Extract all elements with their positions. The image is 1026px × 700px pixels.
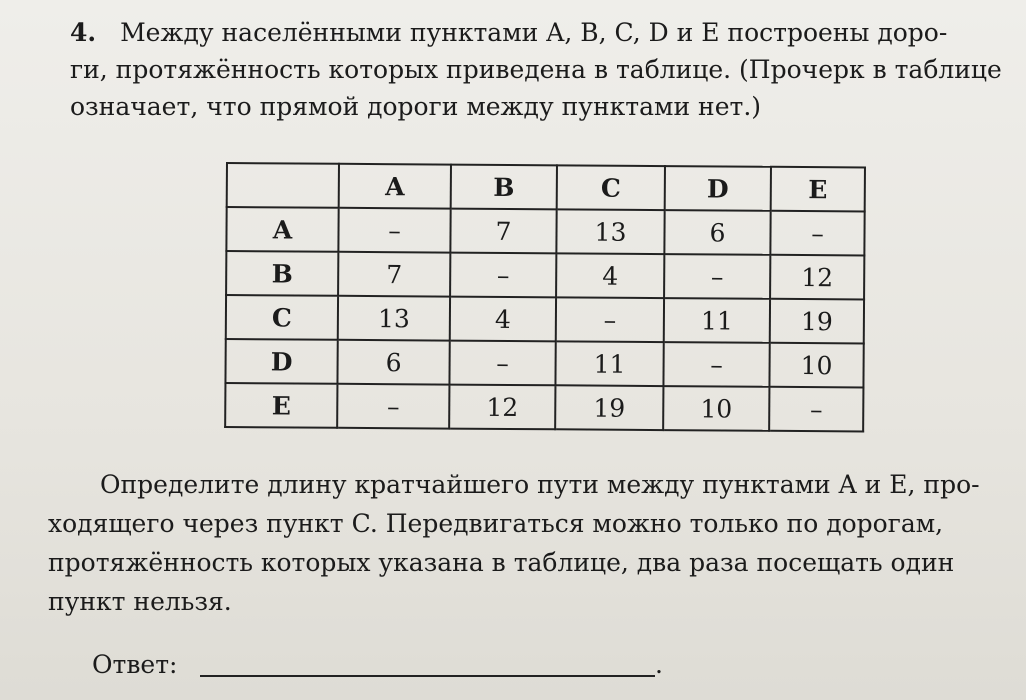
table-cell: 11 [664,298,770,343]
table-cell: 4 [450,297,556,342]
column-header: B [451,165,557,210]
question-line-3: протяжённость которых указана в таблице, два раза посещать один [48,548,955,577]
table-cell: – [449,341,555,386]
table-row [226,295,864,343]
table-cell: 13 [338,296,450,341]
column-header: C [557,165,665,210]
question-line-2: ходящего через пункт C. Передвигаться можно только по дорогам, [48,509,944,538]
question-line-4: пункт нельзя. [48,587,232,616]
column-header: D [665,166,771,211]
distance-table [224,162,866,432]
column-header: E [771,167,865,212]
table-cell: 19 [770,299,864,344]
table-cell: – [337,384,449,429]
answer-label: Ответ: [92,650,178,679]
table-cell: – [663,342,769,387]
table-cell: 19 [555,385,663,430]
table-cell: 10 [663,386,769,431]
row-header: B [226,251,338,296]
row-header: C [226,295,338,340]
table-cell: – [769,387,863,432]
table-cell: 4 [556,253,664,298]
table-row [225,383,863,431]
answer-field[interactable] [200,675,655,677]
table-cell: – [338,208,450,253]
table-cell: – [450,253,556,298]
intro-line-3: означает, что прямой дороги между пунктами нет.) [70,92,762,121]
table-cell: 7 [338,252,450,297]
problem-number: 4. [70,18,97,47]
table-cell: 7 [450,209,556,254]
table-cell: 12 [449,385,555,430]
table-cell: 13 [556,209,664,254]
table-cell: 12 [770,255,864,300]
table-cell: 10 [769,343,863,388]
table-cell: – [556,297,664,342]
row-header: A [226,207,338,252]
question-line-1: Определите длину кратчайшего пути между пунктами A и E, про- [100,470,980,499]
table-corner-cell [227,163,339,208]
table-cell: – [770,211,864,256]
table-row [226,207,864,255]
intro-line-2: ги, протяжённость которых приведена в таблице. (Прочерк в таблице [70,55,1002,84]
answer-period: . [655,650,663,679]
table-cell: 6 [664,210,770,255]
column-header: A [339,164,451,209]
row-header: E [225,383,337,428]
table-cell: 11 [555,341,663,386]
row-header: D [225,339,337,384]
table-header-row [227,163,865,211]
table-row [226,251,864,299]
table-cell: 6 [337,340,449,385]
table-cell: – [664,254,770,299]
intro-line-1: 4. Между населёнными пунктами A, B, C, D и E построены доро- [70,18,948,47]
table-row [225,339,863,387]
